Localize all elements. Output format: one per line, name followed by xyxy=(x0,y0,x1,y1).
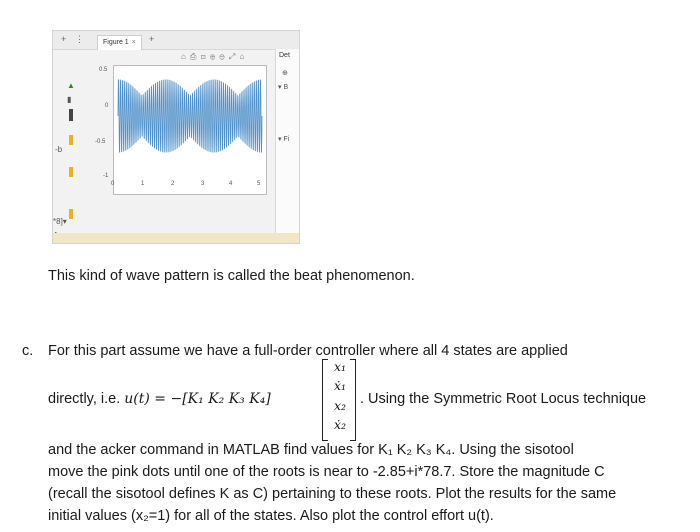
marker-dark xyxy=(69,109,73,121)
x-tick-label: 1 xyxy=(141,181,145,187)
item-line-6: initial values (x₂=1) for all of the states. Also plot the control effort u(t). xyxy=(48,508,494,524)
item-line-4: move the pink dots until one of the roots is near to -2.85+i*78.7. Store the magnitude C xyxy=(48,464,605,480)
item-marker: c. xyxy=(22,343,34,359)
plot-axes[interactable] xyxy=(113,65,267,195)
vector-entry: x₁ xyxy=(333,359,347,374)
y-tick-label: 0 xyxy=(105,103,109,109)
axes-toolbar[interactable]: ⌂ ⎙ ⊡ ⊕ ⊖ ⤢ ⌂ xyxy=(181,52,246,61)
beat-waveform-line xyxy=(118,80,262,152)
left-bracket xyxy=(322,359,328,441)
control-law-formula: u(t) = −[K₁ K₂ K₃ K₄] xyxy=(124,391,271,407)
right-bracket xyxy=(350,359,356,441)
x-tick-label: 2 xyxy=(171,181,175,187)
vector-entry: ẋ₁ xyxy=(333,378,347,393)
beat-wave-plot xyxy=(114,66,266,194)
vector-entry: x₂ xyxy=(333,398,347,413)
step-icon[interactable]: ▮ xyxy=(67,95,72,104)
new-tab-icon[interactable]: + xyxy=(61,34,67,44)
item-line-5: (recall the sisotool defines K as C) pertaining to these roots. Plot the results for the same xyxy=(48,486,617,502)
x-tick-label: 0 xyxy=(111,181,115,187)
side-label: -b xyxy=(55,145,63,154)
matlab-figure-screenshot xyxy=(52,30,300,244)
left-toolstrip xyxy=(53,49,79,243)
pane-item[interactable]: ▾ Fi xyxy=(278,136,290,143)
run-icon[interactable]: ▲ xyxy=(67,81,75,90)
pane-item[interactable]: ⊕ xyxy=(282,70,288,77)
marker-yellow xyxy=(69,167,73,177)
status-strip xyxy=(53,233,299,243)
figure-tab-label: Figure 1 xyxy=(103,39,129,46)
add-figure-icon[interactable]: + xyxy=(149,34,155,44)
marker-yellow xyxy=(69,135,73,145)
property-pane xyxy=(275,49,300,243)
x-tick-label: 5 xyxy=(257,181,261,187)
marker-yellow xyxy=(69,209,73,219)
figure-tab-strip xyxy=(53,31,299,50)
line-2-prefix: directly, i.e. xyxy=(48,391,125,407)
side-label: *8]▾ xyxy=(53,217,67,226)
y-tick-label: -0.5 xyxy=(95,139,106,145)
x-tick-label: 3 xyxy=(201,181,205,187)
vector-entry: ẋ₂ xyxy=(333,417,347,432)
y-tick-label: 0.5 xyxy=(99,67,108,73)
property-pane-header: Det xyxy=(279,52,290,59)
item-line-3: and the acker command in MATLAB find values for K₁ K₂ K₃ K₄. Using the sisotool xyxy=(48,442,574,458)
figure-tab[interactable] xyxy=(97,35,142,50)
tab-menu-icon[interactable]: ⋮ xyxy=(75,34,84,44)
y-tick-label: -1 xyxy=(103,173,109,179)
pane-item[interactable]: ▾ B xyxy=(278,84,289,91)
caption-text: This kind of wave pattern is called the beat phenomenon. xyxy=(48,268,415,284)
item-line-2-suffix: . Using the Symmetric Root Locus technique xyxy=(360,391,647,407)
state-vector xyxy=(322,359,356,439)
x-tick-label: 4 xyxy=(229,181,233,187)
item-line-2 xyxy=(48,388,271,410)
close-tab-icon[interactable]: × xyxy=(131,39,136,46)
item-line-1: For this part assume we have a full-order controller where all 4 states are applied xyxy=(48,343,568,359)
